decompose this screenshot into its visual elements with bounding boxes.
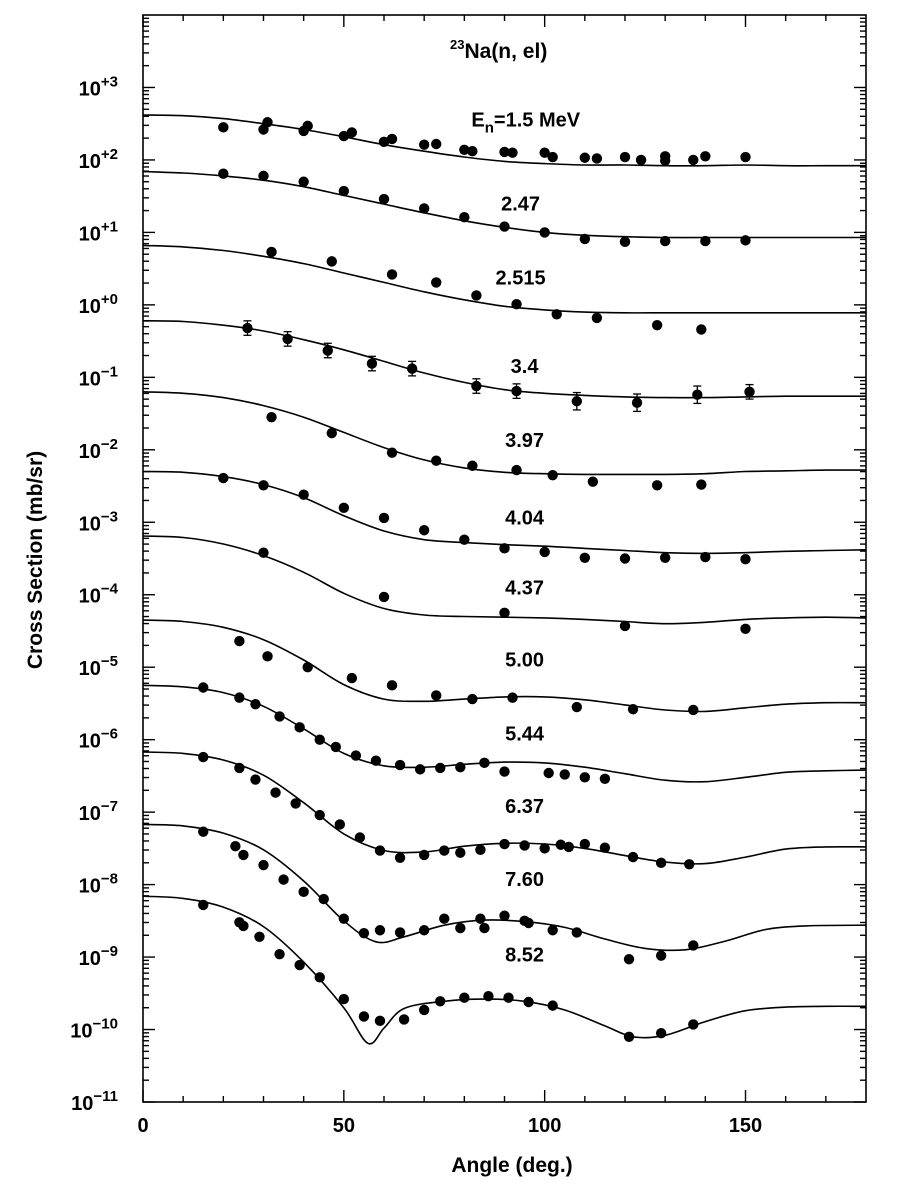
y-tick-label-base: 10 [78, 585, 101, 608]
y-tick-label [79, 943, 118, 970]
y-tick-label-base: 10 [71, 1093, 94, 1115]
data-point [475, 913, 485, 923]
data-point [467, 694, 477, 704]
data-point [467, 461, 477, 471]
data-point [580, 153, 590, 163]
axis-ticks [70, 15, 866, 1137]
x-tick-label: 150 [728, 1115, 763, 1137]
data-point [218, 473, 228, 483]
y-tick-label-base: 10 [78, 803, 101, 826]
x-tick-label: 0 [137, 1115, 149, 1137]
data-point [620, 553, 630, 563]
y-tick-label-base: 10 [78, 730, 101, 753]
data-point [258, 171, 268, 181]
data-point [274, 711, 284, 721]
data-point [572, 702, 582, 712]
y-tick-label-exp: −8 [100, 870, 118, 888]
data-point [459, 212, 469, 222]
y-tick-label-exp: −10 [92, 1015, 118, 1033]
data-point [628, 704, 638, 714]
data-point [339, 913, 349, 923]
energy-label-suffix: =1.5 MeV [493, 109, 581, 132]
data-point [656, 858, 666, 868]
y-tick-label-exp: −3 [100, 508, 118, 526]
energy-label-sub: n [484, 119, 494, 137]
data-point [700, 151, 710, 161]
data-point [335, 819, 345, 829]
data-point [636, 155, 646, 165]
data-point [455, 848, 465, 858]
y-tick-label-base: 10 [78, 948, 101, 971]
data-point [355, 832, 365, 842]
y-tick-label-exp: −2 [100, 435, 118, 453]
data-point [198, 752, 208, 762]
data-point [395, 760, 405, 770]
y-tick-label [79, 146, 118, 173]
data-point [234, 763, 244, 773]
data-point [379, 592, 389, 602]
chart-title-sup: 23 [450, 37, 465, 52]
data-point [431, 277, 441, 287]
data-point [407, 363, 417, 373]
data-point [592, 153, 602, 163]
series-label-5.44: 5.44 [505, 723, 545, 746]
data-point [560, 769, 570, 779]
data-point [684, 859, 694, 869]
y-axis-title: Cross Section (mb/sr) [24, 450, 47, 670]
points-layer [198, 117, 755, 1042]
data-point [700, 236, 710, 246]
data-point [656, 950, 666, 960]
series-curve-3.4 [143, 321, 866, 398]
data-point [242, 323, 252, 333]
data-point [395, 853, 405, 863]
data-point [600, 774, 610, 784]
data-point [580, 772, 590, 782]
data-point [266, 412, 276, 422]
data-point [600, 842, 610, 852]
data-point [298, 490, 308, 500]
data-point [660, 553, 670, 563]
data-point [552, 309, 562, 319]
data-point [435, 996, 445, 1006]
data-point [198, 900, 208, 910]
series-label-6.37: 6.37 [505, 795, 545, 818]
y-tick-label [79, 871, 118, 898]
series-label-8.52: 8.52 [505, 944, 545, 967]
data-point [234, 636, 244, 646]
data-point [419, 140, 429, 150]
data-point [548, 925, 558, 935]
data-point [592, 313, 602, 323]
data-point [499, 221, 509, 231]
data-point [624, 954, 634, 964]
data-point [302, 662, 312, 672]
data-point [688, 940, 698, 950]
data-point [656, 1028, 666, 1038]
data-point [419, 1005, 429, 1015]
data-point [539, 227, 549, 237]
data-point [660, 155, 670, 165]
y-tick-label-exp: −11 [93, 1088, 118, 1105]
data-point [455, 923, 465, 933]
data-point [499, 766, 509, 776]
data-point [250, 774, 260, 784]
data-point [258, 548, 268, 558]
data-point [652, 480, 662, 490]
data-point [740, 235, 750, 245]
data-point [539, 547, 549, 557]
data-point [375, 925, 385, 935]
data-point [258, 480, 268, 490]
y-tick-label-exp: −9 [100, 943, 118, 961]
data-point [274, 949, 284, 959]
data-point [431, 455, 441, 465]
data-point [294, 722, 304, 732]
data-point [455, 762, 465, 772]
data-point [230, 841, 240, 851]
y-tick-label-base: 10 [78, 875, 101, 898]
data-point [548, 152, 558, 162]
data-point [439, 913, 449, 923]
data-point [415, 764, 425, 774]
data-point [539, 843, 549, 853]
data-point [387, 134, 397, 144]
data-point [347, 673, 357, 683]
data-point [740, 624, 750, 634]
data-point [700, 552, 710, 562]
data-point [218, 122, 228, 132]
series-label-2.515: 2.515 [495, 267, 546, 290]
series-label-5.00: 5.00 [505, 649, 545, 672]
data-point [688, 1019, 698, 1029]
data-point [399, 1014, 409, 1024]
series-label-3.97: 3.97 [505, 429, 545, 452]
data-point [431, 690, 441, 700]
data-point [262, 651, 272, 661]
data-point [435, 763, 445, 773]
data-point [315, 810, 325, 820]
data-point [688, 705, 698, 715]
data-point [652, 320, 662, 330]
data-point [471, 381, 481, 391]
data-point [511, 465, 521, 475]
data-point [238, 921, 248, 931]
data-point [744, 387, 754, 397]
data-point [298, 176, 308, 186]
data-point [315, 972, 325, 982]
data-point [479, 923, 489, 933]
series-label-3.4: 3.4 [510, 355, 539, 378]
data-point [379, 194, 389, 204]
data-point [511, 299, 521, 309]
data-point [294, 960, 304, 970]
y-tick-label-exp: −5 [100, 653, 118, 671]
data-point [359, 1011, 369, 1021]
y-tick-label-exp: +2 [100, 145, 118, 163]
data-point [331, 742, 341, 752]
data-point [548, 470, 558, 480]
y-tick-label-exp: −1 [100, 363, 118, 381]
data-point [282, 334, 292, 344]
data-point [419, 525, 429, 535]
data-point [483, 991, 493, 1001]
data-point [339, 186, 349, 196]
data-point [323, 345, 333, 355]
x-tick-label: 50 [332, 1115, 355, 1137]
data-point [302, 121, 312, 131]
data-point [262, 117, 272, 127]
y-tick-label-base: 10 [78, 368, 101, 391]
y-tick-label [79, 291, 118, 318]
data-point [339, 503, 349, 513]
y-tick-label-base: 10 [78, 150, 101, 173]
data-point [250, 699, 260, 709]
data-point [620, 621, 630, 631]
data-point [431, 139, 441, 149]
data-point [499, 911, 509, 921]
y-tick-label [79, 73, 118, 100]
y-tick-label-base: 10 [78, 78, 101, 101]
data-point [519, 840, 529, 850]
data-point [660, 236, 670, 246]
data-point [379, 513, 389, 523]
data-point [367, 358, 377, 368]
data-point [375, 1016, 385, 1026]
data-point [572, 927, 582, 937]
data-point [740, 152, 750, 162]
data-point [580, 234, 590, 244]
data-point [387, 447, 397, 457]
data-point [459, 534, 469, 544]
data-point [564, 842, 574, 852]
y-tick-label-exp: +1 [100, 218, 118, 236]
y-tick-label [79, 798, 118, 825]
y-tick-label [71, 1088, 118, 1115]
y-tick-label [70, 1016, 118, 1043]
y-tick-label-exp: +3 [100, 73, 118, 91]
y-tick-label-base: 10 [78, 658, 101, 681]
data-point [347, 127, 357, 137]
data-point [548, 1000, 558, 1010]
y-tick-label-base: 10 [70, 1020, 93, 1043]
data-point [419, 850, 429, 860]
y-tick-label-exp: −7 [100, 798, 118, 816]
data-point [499, 543, 509, 553]
data-point [503, 992, 513, 1002]
data-point [218, 169, 228, 179]
data-point [688, 155, 698, 165]
data-point [620, 152, 630, 162]
data-point [588, 476, 598, 486]
data-point [632, 397, 642, 407]
y-tick-label-base: 10 [78, 513, 101, 536]
data-point [327, 256, 337, 266]
data-point [351, 750, 361, 760]
data-point [624, 1032, 634, 1042]
data-point [439, 845, 449, 855]
data-point [479, 758, 489, 768]
y-tick-label [79, 218, 118, 245]
data-point [572, 396, 582, 406]
data-point [475, 845, 485, 855]
data-point [459, 992, 469, 1002]
data-point [499, 839, 509, 849]
data-point [258, 860, 268, 870]
data-point [499, 608, 509, 618]
data-point [419, 203, 429, 213]
chart-title-main: Na(n, el) [464, 40, 548, 63]
y-tick-label-base: 10 [78, 295, 101, 318]
y-tick-label-base: 10 [78, 440, 101, 463]
series-label-energy-1.5 [471, 110, 580, 137]
data-point [580, 553, 590, 563]
series-label-4.37: 4.37 [505, 577, 545, 600]
data-point [327, 428, 337, 438]
y-tick-label [79, 726, 118, 753]
data-point [511, 386, 521, 396]
data-point [419, 925, 429, 935]
data-point [371, 755, 381, 765]
x-tick-label: 100 [527, 1115, 562, 1137]
data-point [315, 734, 325, 744]
data-point [395, 927, 405, 937]
data-point [359, 928, 369, 938]
chart-title [450, 37, 547, 63]
data-point [290, 798, 300, 808]
data-point [270, 787, 280, 797]
data-point [543, 768, 553, 778]
data-point [740, 554, 750, 564]
data-point [319, 894, 329, 904]
y-tick-label-exp: −6 [100, 725, 118, 743]
data-point [254, 932, 264, 942]
series-label-4.04: 4.04 [505, 507, 545, 530]
data-point [471, 290, 481, 300]
data-point [198, 682, 208, 692]
data-point [507, 692, 517, 702]
data-point [467, 146, 477, 156]
data-point [580, 839, 590, 849]
data-point [339, 994, 349, 1004]
data-point [298, 887, 308, 897]
data-point [375, 845, 385, 855]
y-tick-label [79, 436, 118, 463]
x-axis-title: Angle (deg.) [451, 1154, 573, 1177]
y-tick-label [79, 508, 118, 535]
data-point [523, 997, 533, 1007]
data-point [620, 237, 630, 247]
data-point [238, 850, 248, 860]
y-tick-label [79, 581, 119, 608]
data-point [692, 390, 702, 400]
y-tick-label [79, 363, 118, 390]
data-point [387, 269, 397, 279]
y-tick-label-exp: +0 [100, 290, 118, 308]
energy-label-prefix: E [471, 109, 485, 132]
data-point [507, 147, 517, 157]
y-tick-label [79, 653, 118, 680]
data-point [628, 852, 638, 862]
data-point [234, 692, 244, 702]
data-point [523, 918, 533, 928]
y-tick-label-base: 10 [78, 223, 101, 246]
data-point [198, 826, 208, 836]
data-point [696, 479, 706, 489]
series-label-7.60: 7.60 [505, 869, 545, 892]
y-tick-label-exp: −4 [100, 580, 118, 598]
series-label-2.47: 2.47 [501, 193, 541, 216]
data-point [387, 680, 397, 690]
data-point [278, 874, 288, 884]
data-point [266, 247, 276, 257]
data-point [696, 324, 706, 334]
